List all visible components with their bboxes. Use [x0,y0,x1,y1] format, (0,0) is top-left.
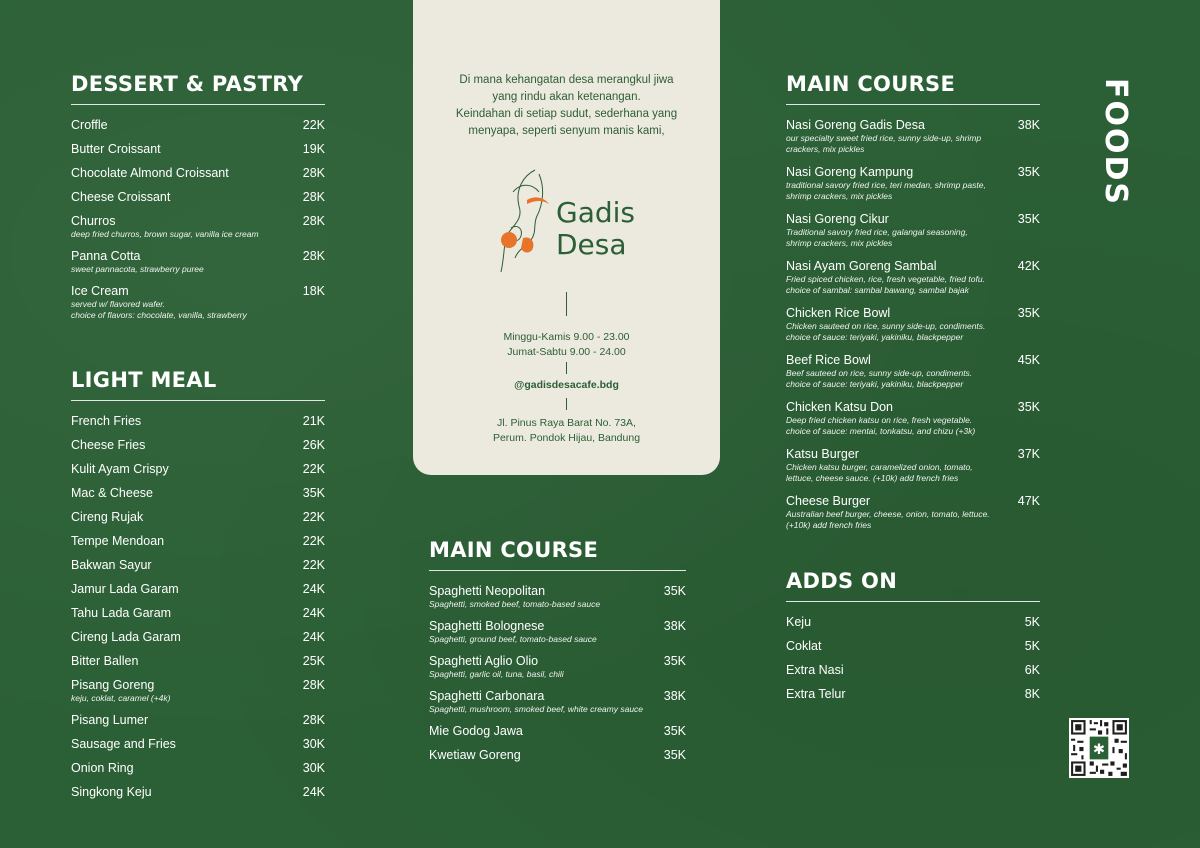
hours-line: Minggu-Kamis 9.00 - 23.00 [503,331,630,343]
menu-item [71,653,325,669]
section-title: ADDS ON [786,569,1040,602]
menu-item-description: Deep fried chicken katsu on rice, fresh vegetable. [786,415,973,425]
foods-vertical-title: FOODS [1098,78,1133,207]
menu-item-info [786,117,981,155]
menu-item [71,141,325,157]
menu-item-info [71,213,259,240]
menu-item-info [786,686,846,702]
menu-item-info [71,533,164,549]
main-course-pasta-section [429,538,686,771]
menu-item-name: Cheese Burger [786,494,871,508]
menu-item-name: Spaghetti Bolognese [429,619,545,633]
menu-item-description: Chicken sauteed on rice, sunny side-up, condiments. [786,321,986,331]
menu-item-price: 42K [1017,259,1040,273]
menu-item-name: Ice Cream [71,284,129,298]
menu-item-description: Australian beef burger, cheese, onion, tomato, lettuce. [786,509,990,519]
menu-item-name: Spaghetti Carbonara [429,689,545,703]
brand-card [413,0,720,475]
logo-line: Desa [556,228,627,261]
menu-item-name: Mac & Cheese [71,486,153,500]
divider [566,398,567,410]
menu-item-info [429,747,521,763]
menu-item-name: Jamur Lada Garam [71,582,179,596]
menu-item [71,248,325,275]
menu-item-price: 24K [302,785,325,799]
light-meal-section [71,368,325,808]
menu-item-info [71,413,141,429]
main-course-rice-section [786,72,1040,540]
menu-item [71,533,325,549]
menu-item-name: Bitter Ballen [71,654,139,668]
menu-item-price: 25K [302,654,325,668]
menu-item-price: 28K [302,678,325,692]
menu-item [71,605,325,621]
menu-item-price: 28K [302,190,325,204]
menu-item-price: 22K [302,118,325,132]
menu-item-name: Tahu Lada Garam [71,606,172,620]
divider [566,292,567,316]
menu-item-name: Kulit Ayam Crispy [71,462,169,476]
section-title: MAIN COURSE [429,538,686,571]
menu-item [71,557,325,573]
menu-item [786,638,1040,654]
menu-item-info [786,446,973,484]
menu-item-description: Beef sauteed on rice, sunny side-up, condiments. [786,368,973,378]
menu-item-price: 21K [302,414,325,428]
menu-item-description: keju, coklat, caramel (+4k) [71,693,171,703]
section-title: DESSERT & PASTRY [71,72,325,105]
menu-item-description: deep fried churros, brown sugar, vanilla ice cream [71,229,259,239]
menu-item-description: served w/ flavored wafer. [71,299,166,309]
menu-item-info [71,117,108,133]
menu-item-info [71,784,152,800]
tagline-line: menyapa, seperti senyum manis kami, [468,125,665,137]
menu-item-name: Beef Rice Bowl [786,353,871,367]
menu-item-name: Pisang Lumer [71,713,149,727]
menu-item-name: Chicken Rice Bowl [786,306,891,320]
menu-item-description: shrimp crackers, mix pickles [786,238,893,248]
menu-item-info [71,461,169,477]
menu-item [71,165,325,181]
menu-item-name: Chicken Katsu Don [786,400,894,414]
menu-item-description: Spaghetti, ground beef, tomato-based sauce [429,634,597,644]
menu-item-price: 5K [1024,615,1040,629]
logo-face-icon [493,162,553,282]
divider [566,362,567,374]
menu-item-info [71,283,247,321]
menu-item-info [71,248,204,275]
menu-item-info [71,629,181,645]
menu-item [786,686,1040,702]
menu-item-description: choice of flavors: chocolate, vanilla, strawberry [71,310,247,320]
menu-item-name: Spaghetti Aglio Olio [429,654,539,668]
menu-item-price: 38K [663,689,686,703]
menu-item [786,614,1040,630]
menu-item-name: Singkong Keju [71,785,152,799]
menu-item-price: 35K [1017,212,1040,226]
menu-item-name: Sausage and Fries [71,737,176,751]
item-list [71,413,325,800]
menu-item-price: 28K [302,166,325,180]
menu-item-price: 35K [663,584,686,598]
menu-item-description: Traditional savory fried rice, galangal seasoning, [786,227,968,237]
menu-item [71,784,325,800]
menu-item-name: Pisang Goreng [71,678,155,692]
tagline-line: yang rindu akan ketenangan. [492,91,641,103]
item-list [429,583,686,763]
menu-item-name: French Fries [71,414,142,428]
menu-item-price: 35K [1017,306,1040,320]
menu-item-description: our specialty sweet fried rice, sunny side-up, shrimp [786,133,982,143]
menu-item-description: Spaghetti, garlic oil, tuna, basil, chili [429,669,564,679]
menu-item-price: 6K [1024,663,1040,677]
qr-code-icon [1069,718,1129,778]
menu-item-price: 22K [302,462,325,476]
menu-item-name: Nasi Goreng Kampung [786,165,914,179]
menu-item-name: Nasi Ayam Goreng Sambal [786,259,937,273]
menu-item-info [71,485,153,501]
menu-item-price: 28K [302,249,325,263]
menu-item-info [71,189,170,205]
menu-item-price: 22K [302,510,325,524]
menu-item-info [71,677,170,704]
menu-item-info [71,605,171,621]
menu-item-name: Mie Godog Jawa [429,724,523,738]
menu-item-description: Fried spiced chicken, rice, fresh vegetable, fried tofu. [786,274,985,284]
menu-item-price: 24K [302,630,325,644]
menu-item-price: 38K [1017,118,1040,132]
menu-item-name: Cheese Fries [71,438,146,452]
menu-item [786,305,1040,343]
menu-item [786,493,1040,531]
menu-item-name: Katsu Burger [786,447,859,461]
menu-item-name: Tempe Mendoan [71,534,165,548]
menu-item [71,213,325,240]
menu-item-price: 37K [1017,447,1040,461]
menu-item-description: Spaghetti, smoked beef, tomato-based sauce [429,599,601,609]
menu-item [786,662,1040,678]
menu-item-info [71,557,152,573]
logo-line: Gadis [556,196,635,229]
menu-item-info [786,305,985,343]
menu-item-name: Nasi Goreng Cikur [786,212,889,226]
menu-item-name: Chocolate Almond Croissant [71,166,229,180]
menu-item-price: 19K [302,142,325,156]
dessert-section [71,72,325,329]
menu-item [71,581,325,597]
menu-item [71,509,325,525]
menu-item-info [786,258,985,296]
address [433,416,700,446]
menu-item-description: traditional savory fried rice, teri medan, shrimp paste, [786,180,986,190]
tagline [433,72,700,140]
menu-item-price: 22K [302,558,325,572]
menu-item-name: Kwetiaw Goreng [429,748,521,762]
menu-item [71,712,325,728]
menu-item-info [786,164,986,202]
menu-item-info [429,688,643,715]
menu-item-name: Churros [71,214,116,228]
opening-hours [433,330,700,360]
tagline-line: Keindahan di setiap sudut, sederhana yang [455,108,678,120]
menu-item-info [71,141,161,157]
menu-item [71,461,325,477]
menu-item-name: Extra Telur [786,687,846,701]
menu-item-name: Butter Croissant [71,142,161,156]
menu-item-price: 24K [302,582,325,596]
menu-item-info [71,736,176,752]
menu-item-description: Chicken katsu burger, caramelized onion, tomato, [786,462,973,472]
menu-item [429,583,686,610]
menu-item-price: 18K [302,284,325,298]
menu-item-name: Keju [786,615,812,629]
menu-item [786,211,1040,249]
menu-item-price: 28K [302,713,325,727]
menu-item-info [786,211,968,249]
menu-item [71,283,325,321]
menu-item-info [429,723,523,739]
menu-item-price: 30K [302,761,325,775]
item-list [786,117,1040,531]
menu-item-price: 28K [302,214,325,228]
logo-wordmark [556,197,635,261]
menu-item-price: 45K [1017,353,1040,367]
menu-item-price: 8K [1024,687,1040,701]
menu-item-info [786,493,990,531]
svg-text:✱: ✱ [1092,742,1106,759]
menu-item-info [786,662,844,678]
menu-item [71,677,325,704]
menu-item-name: Onion Ring [71,761,134,775]
menu-item-price: 26K [302,438,325,452]
item-list [71,117,325,321]
menu-item-price: 47K [1017,494,1040,508]
address-line: Jl. Pinus Raya Barat No. 73A, [497,417,636,429]
menu-item-price: 35K [663,654,686,668]
menu-item [786,446,1040,484]
menu-item-price: 35K [302,486,325,500]
menu-item-name: Cheese Croissant [71,190,171,204]
menu-item [429,747,686,763]
section-title: MAIN COURSE [786,72,1040,105]
menu-item [71,437,325,453]
menu-item-description: Spaghetti, mushroom, smoked beef, white creamy sauce [429,704,644,714]
menu-item [71,485,325,501]
menu-item-description: choice of sauce: teriyaki, yakiniku, blackpepper [786,379,964,389]
menu-item [786,352,1040,390]
menu-item-price: 35K [1017,400,1040,414]
menu-item-price: 35K [663,724,686,738]
menu-item [786,164,1040,202]
hours-line: Jumat-Sabtu 9.00 - 24.00 [507,346,626,358]
menu-item-price: 35K [1017,165,1040,179]
menu-item-info [429,618,597,645]
menu-item-info [71,581,179,597]
menu-item-info [429,583,600,610]
menu-item [71,736,325,752]
menu-item-description: choice of sauce: teriyaki, yakiniku, blackpepper [786,332,964,342]
menu-item-description: lettuce, cheese sauce. (+10k) add french fries [786,473,959,483]
menu-item-description: choice of sambal: sambal bawang, sambal bajak [786,285,969,295]
menu-item-price: 35K [663,748,686,762]
address-line: Perum. Pondok Hijau, Bandung [492,432,641,444]
menu-item-description: sweet pannacota, strawberry puree [71,264,204,274]
menu-item [429,618,686,645]
menu-item [786,117,1040,155]
menu-item [429,653,686,680]
menu-item-description: shrimp crackers, mix pickles [786,191,893,201]
menu-item [429,723,686,739]
item-list [786,614,1040,702]
menu-item-info [71,437,145,453]
menu-item-name: Bakwan Sayur [71,558,152,572]
menu-item-price: 24K [302,606,325,620]
menu-item-price: 22K [302,534,325,548]
menu-item-name: Coklat [786,639,822,653]
menu-item-description: choice of sauce: mentai, tonkatsu, and chizu (+3k) [786,426,976,436]
menu-item-price: 30K [302,737,325,751]
menu-item [71,629,325,645]
menu-item-name: Cireng Lada Garam [71,630,181,644]
menu-item-info [429,653,564,680]
menu-item-info [786,638,821,654]
menu-item-description: (+10k) add french fries [786,520,872,530]
menu-item-name: Spaghetti Neopolitan [429,584,546,598]
menu-item-name: Extra Nasi [786,663,844,677]
tagline-line: Di mana kehangatan desa merangkul jiwa [459,74,674,86]
menu-item-info [71,760,134,776]
menu-item-info [786,614,811,630]
menu-item-info [71,712,148,728]
menu-item-price: 5K [1024,639,1040,653]
section-title: LIGHT MEAL [71,368,325,401]
menu-item-price: 38K [663,619,686,633]
adds-on-section [786,569,1040,710]
menu-item-name: Croffle [71,118,108,132]
menu-item-name: Panna Cotta [71,249,141,263]
menu-item-info [786,399,975,437]
instagram-handle: @gadisdesacafe.bdg [514,379,619,391]
menu-item [429,688,686,715]
menu-item [71,189,325,205]
menu-item [71,413,325,429]
menu-item [71,760,325,776]
menu-item-description: crackers, mix pickles [786,144,865,154]
menu-item-name: Nasi Goreng Gadis Desa [786,118,925,132]
menu-item [71,117,325,133]
menu-item-info [786,352,972,390]
menu-item-name: Cireng Rujak [71,510,144,524]
menu-item [786,399,1040,437]
menu-item-info [71,653,138,669]
menu-item [786,258,1040,296]
menu-item-info [71,165,229,181]
menu-item-info [71,509,143,525]
